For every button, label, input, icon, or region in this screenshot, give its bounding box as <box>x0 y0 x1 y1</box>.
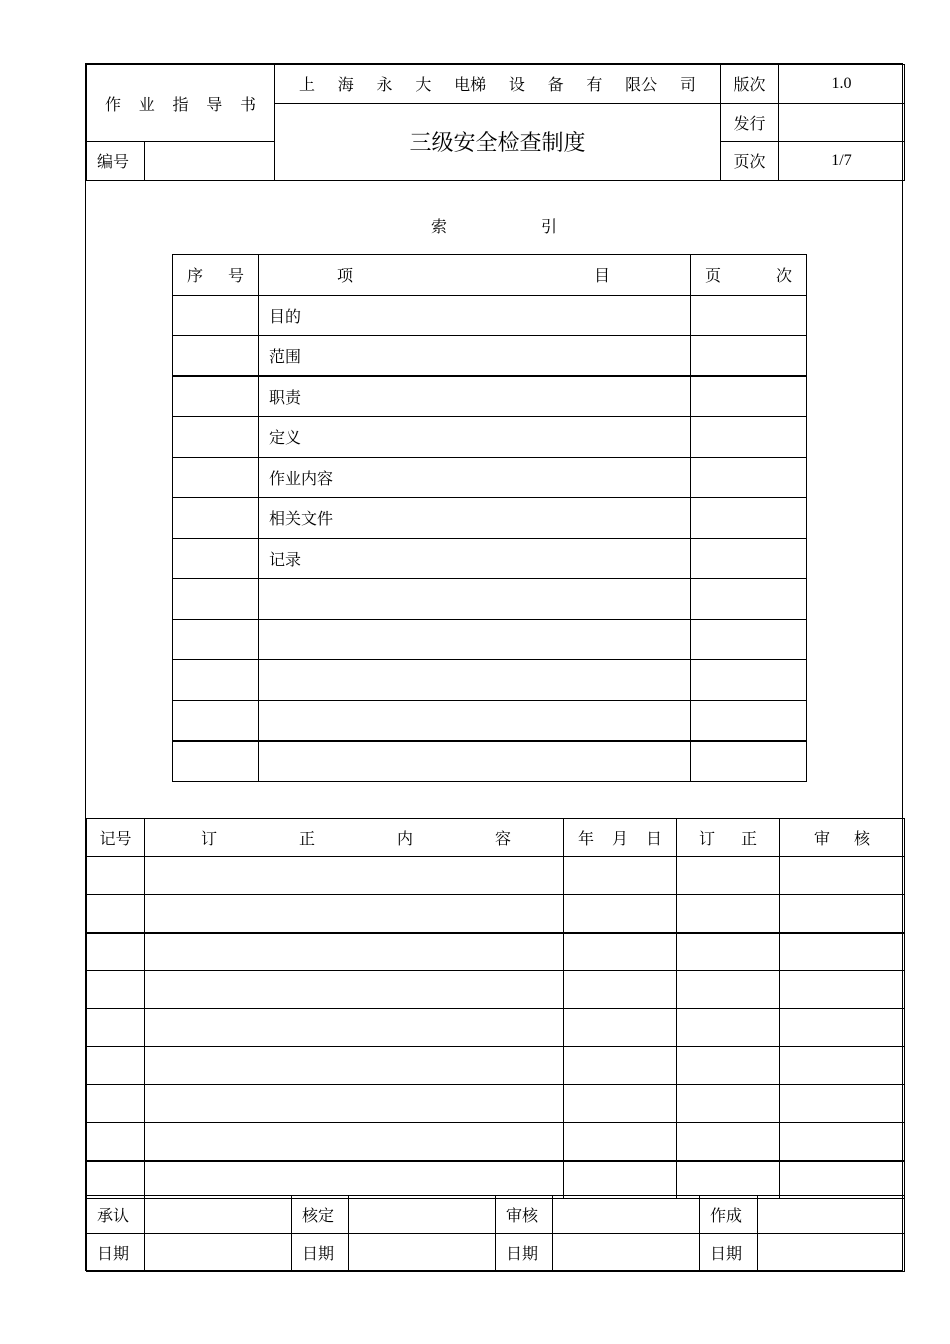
approve-field[interactable] <box>145 1196 292 1234</box>
review-label: 审核 <box>496 1196 553 1234</box>
issue-value <box>779 103 905 142</box>
index-cell-item <box>259 700 691 741</box>
revision-col-content-char: 正 <box>298 829 315 848</box>
index-cell-seq <box>173 417 259 458</box>
index-title-char: 索 <box>430 217 447 236</box>
revision-cell[interactable] <box>780 857 905 895</box>
index-cell-seq <box>173 579 259 620</box>
revision-row <box>87 1009 905 1047</box>
doc-type-char: 业 <box>138 94 155 114</box>
revision-cell[interactable] <box>677 1161 780 1199</box>
index-row <box>173 457 807 498</box>
revision-col-correct <box>677 819 780 857</box>
revision-row <box>87 1085 905 1123</box>
verify-date-field[interactable] <box>349 1234 496 1272</box>
revision-cell[interactable] <box>87 1047 145 1085</box>
revision-col-date <box>564 819 677 857</box>
index-table <box>172 254 807 782</box>
revision-col-review-char: 核 <box>853 829 870 848</box>
page-label: 页次 <box>721 142 779 181</box>
index-header-row <box>173 255 807 296</box>
revision-cell[interactable] <box>780 933 905 971</box>
revision-row <box>87 1047 905 1085</box>
doc-type <box>87 65 275 142</box>
signoff-table <box>86 1195 905 1272</box>
index-row <box>173 700 807 741</box>
number-value <box>145 142 275 181</box>
revision-cell[interactable] <box>780 1161 905 1199</box>
document-header <box>86 64 905 181</box>
revision-cell[interactable] <box>564 1085 677 1123</box>
index-row <box>173 336 807 377</box>
revision-col-content-char: 内 <box>396 829 413 848</box>
revision-cell[interactable] <box>780 895 905 933</box>
company-name-part: 有 <box>586 75 603 95</box>
index-row <box>173 538 807 579</box>
author-date-label: 日期 <box>700 1234 758 1272</box>
company-name-part: 大 <box>415 75 432 95</box>
revision-cell[interactable] <box>780 1123 905 1161</box>
revision-row <box>87 857 905 895</box>
revision-cell[interactable] <box>564 1123 677 1161</box>
index-cell-page <box>691 457 807 498</box>
revision-col-correct-char: 订 <box>699 829 716 848</box>
revision-row <box>87 933 905 971</box>
review-field[interactable] <box>553 1196 700 1234</box>
index-cell-page <box>691 741 807 782</box>
author-field[interactable] <box>758 1196 905 1234</box>
index-cell-item <box>259 741 691 782</box>
index-cell-seq <box>173 619 259 660</box>
index-row <box>173 417 807 458</box>
index-cell-item: 相关文件 <box>259 498 691 539</box>
index-cell-page <box>691 700 807 741</box>
revision-cell[interactable] <box>677 1123 780 1161</box>
verify-field[interactable] <box>349 1196 496 1234</box>
index-cell-seq <box>173 498 259 539</box>
review-date-label: 日期 <box>496 1234 553 1272</box>
index-cell-item: 目的 <box>259 295 691 336</box>
revision-cell[interactable] <box>145 971 564 1009</box>
index-col-page: 页 次 <box>691 255 807 296</box>
doc-type-char: 指 <box>172 94 189 114</box>
index-cell-seq <box>173 376 259 417</box>
index-cell-page <box>691 498 807 539</box>
index-row <box>173 619 807 660</box>
revision-row <box>87 895 905 933</box>
index-cell-item: 职责 <box>259 376 691 417</box>
revision-cell[interactable] <box>87 895 145 933</box>
revision-cell[interactable] <box>564 1009 677 1047</box>
index-cell-seq <box>173 660 259 701</box>
revision-col-review-char: 审 <box>814 829 831 848</box>
index-row <box>173 579 807 620</box>
company-name-part: 电梯 <box>454 75 487 95</box>
index-cell-page <box>691 619 807 660</box>
revision-cell[interactable] <box>145 1009 564 1047</box>
revision-cell[interactable] <box>564 1161 677 1199</box>
revision-cell[interactable] <box>87 1085 145 1123</box>
revision-cell[interactable] <box>564 933 677 971</box>
revision-header-row <box>87 819 905 857</box>
revision-cell[interactable] <box>677 933 780 971</box>
index-cell-page <box>691 579 807 620</box>
index-cell-seq <box>173 700 259 741</box>
revision-cell[interactable] <box>780 1009 905 1047</box>
page-value: 1/7 <box>779 142 905 181</box>
author-label: 作成 <box>700 1196 758 1234</box>
company-name-part: 备 <box>547 75 564 95</box>
revision-col-correct-char: 正 <box>740 829 757 848</box>
index-col-item: 项 目 <box>259 255 691 296</box>
revision-cell[interactable] <box>564 1047 677 1085</box>
number-label: 编号 <box>87 142 145 181</box>
revision-cell[interactable] <box>87 857 145 895</box>
revision-col-content <box>145 819 564 857</box>
approve-date-label: 日期 <box>87 1234 145 1272</box>
revision-col-date-char: 日 <box>645 829 662 848</box>
index-cell-seq <box>173 295 259 336</box>
revision-cell[interactable] <box>677 1009 780 1047</box>
revision-cell[interactable] <box>145 1047 564 1085</box>
index-cell-seq <box>173 538 259 579</box>
review-date-field[interactable] <box>553 1234 700 1272</box>
revision-cell[interactable] <box>87 1123 145 1161</box>
revision-cell[interactable] <box>145 1123 564 1161</box>
revision-cell[interactable] <box>145 857 564 895</box>
revision-cell[interactable] <box>145 895 564 933</box>
index-cell-seq <box>173 336 259 377</box>
revision-col-content-char: 订 <box>201 829 218 848</box>
company-name-part: 上 <box>299 75 316 95</box>
revision-cell[interactable] <box>780 971 905 1009</box>
document-title: 三级安全检查制度 <box>275 103 721 180</box>
verify-date-label: 日期 <box>292 1234 349 1272</box>
revision-cell[interactable] <box>87 933 145 971</box>
revision-cell[interactable] <box>564 857 677 895</box>
index-row <box>173 741 807 782</box>
approve-date-field[interactable] <box>145 1234 292 1272</box>
index-cell-item: 范围 <box>259 336 691 377</box>
index-cell-item <box>259 619 691 660</box>
index-cell-page <box>691 538 807 579</box>
approve-label: 承认 <box>87 1196 145 1234</box>
doc-type-char: 导 <box>206 94 223 114</box>
index-row <box>173 660 807 701</box>
version-value: 1.0 <box>779 65 905 104</box>
index-cell-item <box>259 660 691 701</box>
revision-table <box>86 818 905 1199</box>
issue-label: 发行 <box>721 103 779 142</box>
doc-type-char: 作 <box>105 94 122 114</box>
index-cell-item: 定义 <box>259 417 691 458</box>
revision-cell[interactable] <box>780 1085 905 1123</box>
author-date-field[interactable] <box>758 1234 905 1272</box>
revision-col-date-char: 月 <box>611 829 628 848</box>
index-cell-page <box>691 376 807 417</box>
company-name-part: 永 <box>376 75 393 95</box>
index-cell-page <box>691 417 807 458</box>
index-title <box>86 214 902 237</box>
revision-cell[interactable] <box>87 971 145 1009</box>
index-col-seq: 序 号 <box>173 255 259 296</box>
revision-cell[interactable] <box>677 1085 780 1123</box>
revision-cell[interactable] <box>145 1085 564 1123</box>
company-name-part: 限公 <box>625 75 658 95</box>
revision-cell[interactable] <box>564 895 677 933</box>
index-cell-page <box>691 295 807 336</box>
revision-cell[interactable] <box>677 895 780 933</box>
revision-cell[interactable] <box>677 971 780 1009</box>
index-row <box>173 376 807 417</box>
index-cell-page <box>691 660 807 701</box>
index-cell-seq <box>173 457 259 498</box>
revision-cell[interactable] <box>780 1047 905 1085</box>
revision-col-no: 记号 <box>87 819 145 857</box>
company-name-part: 设 <box>508 75 525 95</box>
revision-cell[interactable] <box>677 1047 780 1085</box>
verify-label: 核定 <box>292 1196 349 1234</box>
revision-cell[interactable] <box>677 857 780 895</box>
index-row <box>173 295 807 336</box>
document-frame <box>85 63 903 1271</box>
index-cell-page <box>691 336 807 377</box>
revision-row <box>87 971 905 1009</box>
company-name-part: 司 <box>679 75 696 95</box>
index-row <box>173 498 807 539</box>
revision-cell[interactable] <box>87 1161 145 1199</box>
revision-row <box>87 1123 905 1161</box>
index-title-char: 引 <box>540 217 557 236</box>
doc-type-char: 书 <box>240 94 257 114</box>
index-cell-seq <box>173 741 259 782</box>
revision-cell[interactable] <box>87 1009 145 1047</box>
index-cell-item: 作业内容 <box>259 457 691 498</box>
revision-row <box>87 1161 905 1199</box>
company-name-part: 海 <box>337 75 354 95</box>
revision-cell[interactable] <box>145 933 564 971</box>
company-name <box>275 65 721 104</box>
revision-cell[interactable] <box>564 971 677 1009</box>
revision-col-review <box>780 819 905 857</box>
index-cell-item: 记录 <box>259 538 691 579</box>
index-cell-item <box>259 579 691 620</box>
revision-col-date-char: 年 <box>578 829 595 848</box>
revision-cell[interactable] <box>145 1161 564 1199</box>
version-label: 版次 <box>721 65 779 104</box>
revision-col-content-char: 容 <box>494 829 511 848</box>
